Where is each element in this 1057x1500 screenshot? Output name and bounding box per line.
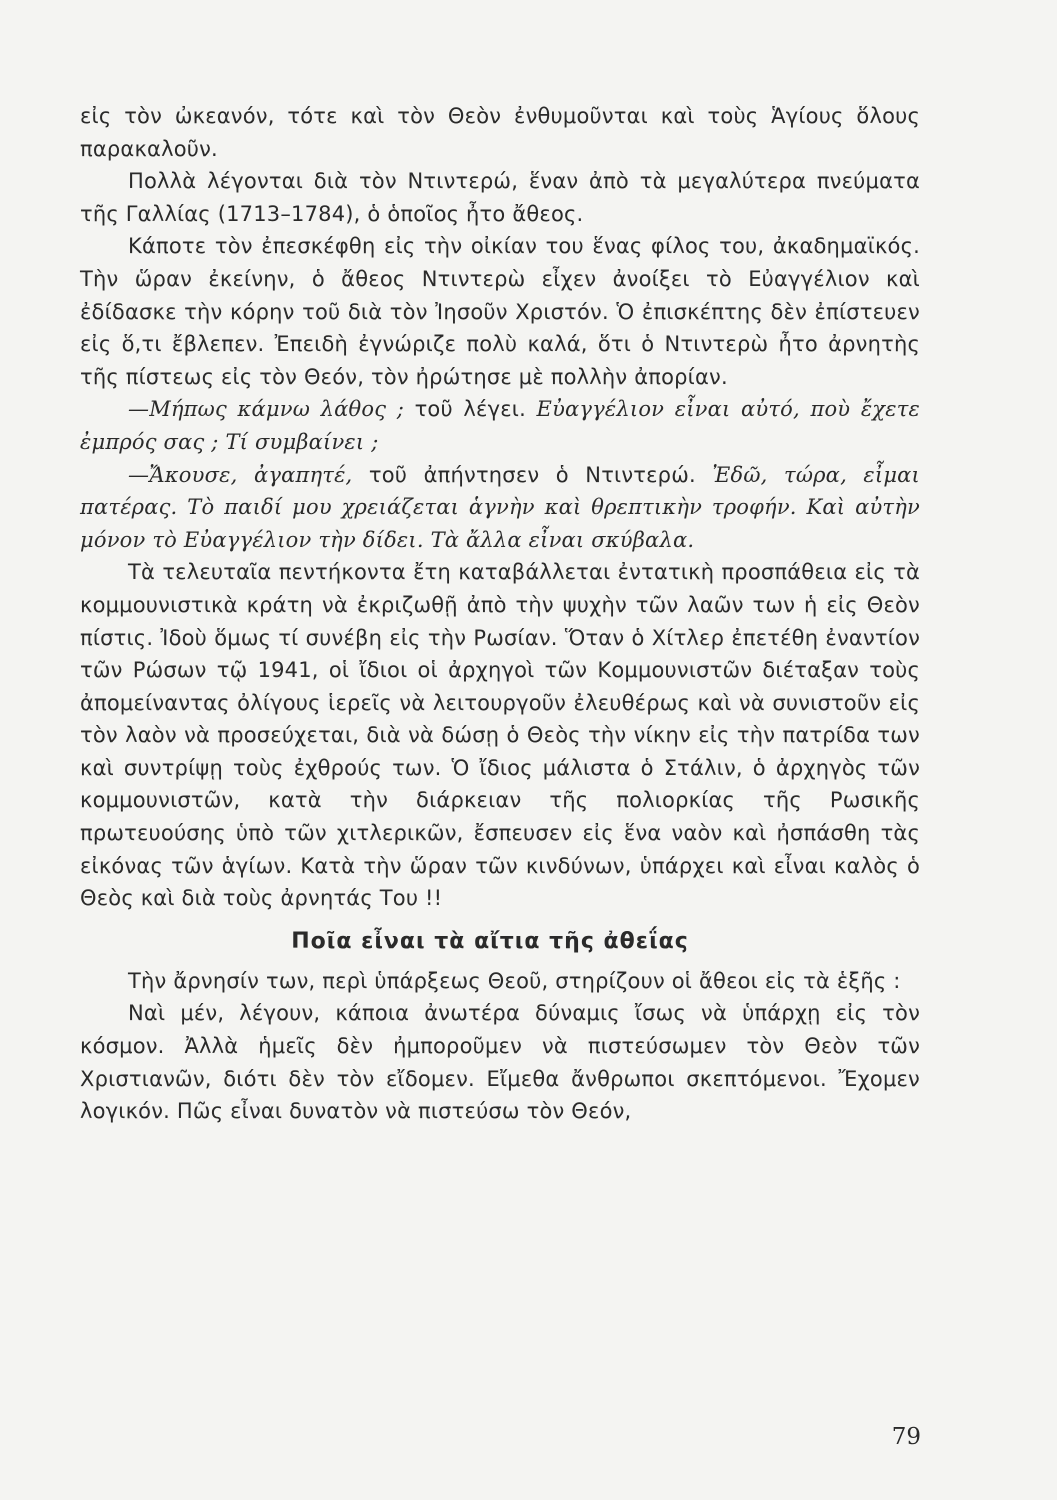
dialogue-line: —Μήπως κάμνω λάθος ; <box>128 397 405 422</box>
dialogue-line: Εὐαγγέλιον εἶναι αὐτό, ποὺ ἔχετε ἐμπρός σας ; Τί συμβαίνει ; <box>80 397 920 454</box>
paragraph-6: Τὰ τελευταῖα πεντήκοντα ἔτη καταβάλλεται ἐντατικὴ προσπάθεια εἰς τὰ κομμουνιστικὰ κράτη νὰ ἐκριζωθῇ ἀπὸ τὴν ψυχὴν τῶν λαῶν των ἡ εἰς Θεὸν πίστις. Ἰδοὺ ὅμως τί συνέβη εἰς τὴν Ρωσίαν. Ὅταν ὁ Χίτλερ ἐπετέθη ἐναντίον τῶν Ρώσων τῷ 1941, οἱ ἴδιοι οἱ ἀρχηγοὶ τῶν Κομμουνιστῶν διέταξαν τοὺς ἀπομείναντας ὀλίγους ἱερεῖς νὰ λειτουργοῦν ἐλευθέρως καὶ νὰ συνιστοῦν εἰς τὸν λαὸν νὰ προσεύχεται, διὰ νὰ δώσῃ ὁ Θεὸς τὴν νίκην εἰς τὴν πατρίδα των καὶ συντρίψῃ τοὺς ἐχθρούς των. Ὁ ἴδιος μάλιστα ὁ Στάλιν, ὁ ἀρχηγὸς τῶν κομμουνιστῶν, κατὰ τὴν διάρκειαν τῆς πολιορκίας τῆς Ρωσικῆς πρωτευούσης ὑπὸ τῶν χιτλερικῶν, ἔσπευσεν εἰς ἕνα ναὸν καὶ ἠσπάσθη τὰς εἰκόνας τῶν ἁγίων. Κατὰ τὴν ὥραν τῶν κινδύνων, ὑπάρχει καὶ εἶναι καλὸς ὁ Θεὸς καὶ διὰ τοὺς ἀρνητάς Του !! <box>80 560 920 911</box>
paragraph-8: Ναὶ μέν, λέγουν, κάποια ἀνωτέρα δύναμις ἴσως νὰ ὑπάρχῃ εἰς τὸν κόσμον. Ἀλλὰ ἡμεῖς δὲν ἠμποροῦμεν νὰ πιστεύσωμεν τὸν Θεὸν τῶν Χριστιανῶν, διότι δὲν τὸν εἴδομεν. Εἴμεθα ἄνθρωποι σκεπτόμενοι. Ἔχομεν λογικόν. Πῶς εἶναι δυνατὸν νὰ πιστεύσω τὸν Θεόν, <box>80 1001 920 1124</box>
paragraph-2: Πολλὰ λέγονται διὰ τὸν Ντιντερώ, ἕναν ἀπὸ τὰ μεγαλύτερα πνεύματα τῆς Γαλλίας (1713–1784), ὁ ὁποῖος ἦτο ἄθεος. <box>80 169 920 226</box>
page-number: 79 <box>891 1424 921 1450</box>
dialogue-attribution: τοῦ ἀπήντησεν ὁ Ντιντερώ. <box>352 462 713 487</box>
paragraph-3: Κάποτε τὸν ἐπεσκέφθη εἰς τὴν οἰκίαν του ἕνας φίλος του, ἀκαδημαϊκός. Τὴν ὥραν ἐκείνην, ὁ ἄθεος Ντιντερὼ εἶχεν ἀνοίξει τὸ Εὐαγγέλιον καὶ ἐδίδασκε τὴν κόρην τοῦ διὰ τὸν Ἰησοῦν Χριστόν. Ὁ ἐπισκέπτης δὲν ἐπίστευεν εἰς ὅ,τι ἔβλεπεν. Ἐπειδὴ ἐγνώριζε πολὺ καλά, ὅτι ὁ Ντιντερὼ ἦτο ἀρνητὴς τῆς πίστεως εἰς τὸν Θεόν, τὸν ἠρώτησε μὲ πολλὴν ἀπορίαν. <box>80 234 920 389</box>
paragraph-1: εἰς τὸν ὠκεανόν, τότε καὶ τὸν Θεὸν ἐνθυμοῦνται καὶ τοὺς Ἁγίους ὅλους παρακαλοῦν. <box>80 104 920 161</box>
paragraph-4-dialogue <box>80 393 920 458</box>
dialogue-line: —Ἄκουσε, ἀγαπητέ, <box>128 462 353 487</box>
dialogue-line: Ἐδῶ, τώρα, εἶμαι πατέρας. Τὸ παιδί μου χρειάζεται ἁγνὴν καὶ θρεπτικὴν τροφήν. Καὶ αὐτὴν μόνον τὸ Εὐαγγέλιον τὴν δίδει. Τὰ ἄλλα εἶναι σκύβαλα. <box>80 462 920 552</box>
page-body <box>80 100 920 1460</box>
paragraph-5-dialogue <box>80 459 920 557</box>
dialogue-attribution: τοῦ λέγει. <box>404 397 537 422</box>
section-heading: Ποῖα εἶναι τὰ αἴτια τῆς ἀθεΐας <box>291 928 689 954</box>
paragraph-7: Τὴν ἄρνησίν των, περὶ ὑπάρξεως Θεοῦ, στηρίζουν οἱ ἄθεοι εἰς τὰ ἑξῆς : <box>128 968 901 993</box>
